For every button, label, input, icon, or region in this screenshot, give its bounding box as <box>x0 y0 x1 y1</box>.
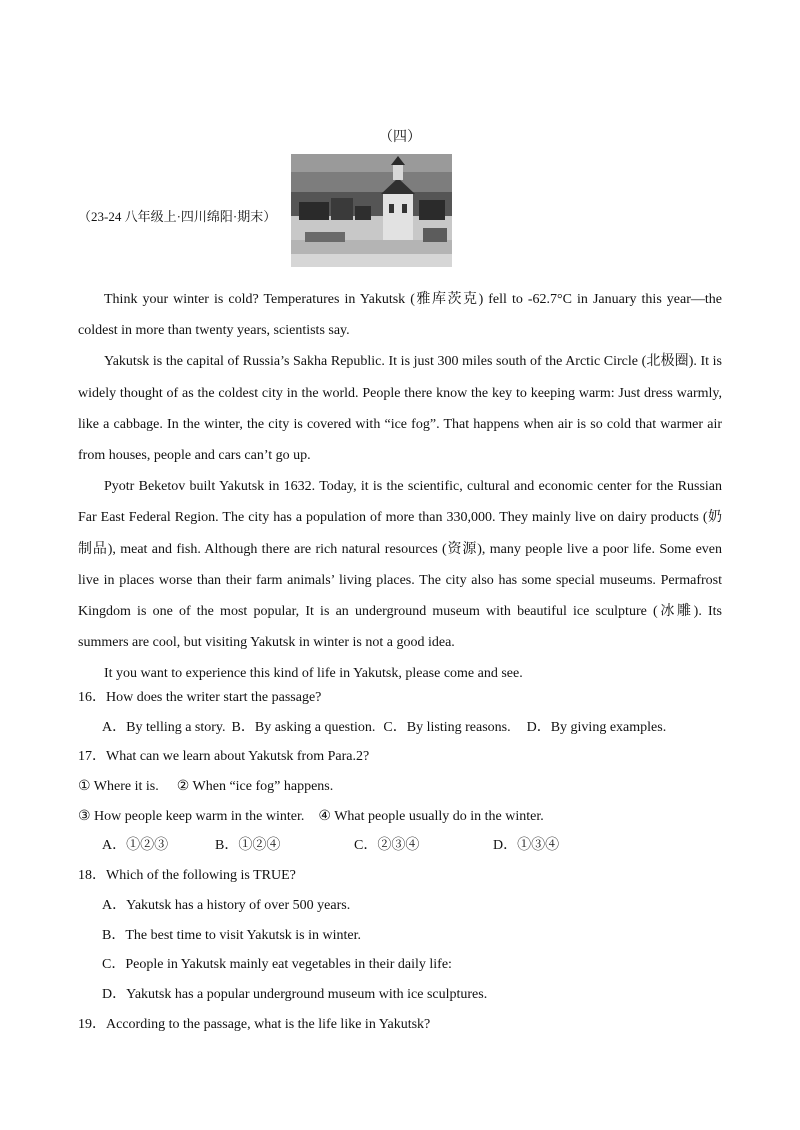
item-17-2: ② When “ice fog” happens. <box>176 779 334 795</box>
passage-paragraph-2: Yakutsk is the capital of Russia’s Sakha Republic. It is just 300 miles south of the Arctic Circle (北极圈). It is widely thought of as the coldest city in the world. People there know the key to keeping warm: Just dress warmly, like a cabbage. In the winter, the city is covered with “ice fog”. That happens when air is so cold that warmer air from houses, people and cars can’t go up. <box>78 354 722 464</box>
question-18-stem: 18．Which of the following is TRUE? <box>78 868 296 884</box>
question-16-options <box>78 713 738 743</box>
question-16-stem: 16．How does the writer start the passage? <box>78 690 322 705</box>
option-18-c: C．People in Yakutsk mainly eat vegetables in their daily life: <box>102 957 452 973</box>
item-17-4: ④ What people usually do in the winter. <box>318 808 544 824</box>
section-title: （四） <box>379 130 421 145</box>
question-list <box>78 683 738 1039</box>
passage-paragraph-4: It you want to experience this kind of life in Yakutsk, please come and see. <box>104 666 523 682</box>
option-16-b: B．By asking a question. <box>231 719 376 735</box>
option-18-b: B．The best time to visit Yakutsk is in winter. <box>102 927 362 943</box>
yakutsk-photo-illustration <box>291 154 452 267</box>
source-note: （23-24 八年级上·四川绵阳·期末） <box>78 209 277 224</box>
option-16-d: D．By giving examples. <box>526 719 667 735</box>
question-19-stem: 19．According to the passage, what is the life like in Yakutsk? <box>78 1016 431 1032</box>
option-16-a: A．By telling a story. <box>102 719 226 735</box>
option-17-a: A．①②③ <box>102 838 169 854</box>
option-17-b: B．①②④ <box>215 838 281 854</box>
option-16-c: C．By listing reasons. <box>383 719 511 735</box>
option-18-a: A．Yakutsk has a history of over 500 years. <box>102 897 351 913</box>
item-17-1: ① Where it is. <box>78 779 159 795</box>
option-17-c: C．②③④ <box>354 838 420 854</box>
reading-passage <box>78 284 722 690</box>
yakutsk-photo <box>291 154 452 267</box>
question-17-options <box>78 831 738 861</box>
question-17-stem: 17．What can we learn about Yakutsk from Para.2? <box>78 749 370 765</box>
passage-paragraph-1: Think your winter is cold? Temperatures in Yakutsk (雅库茨克) fell to -62.7°C in January this year—the coldest in more than twenty years, scientists say. <box>78 292 722 339</box>
option-17-d: D．①③④ <box>493 838 560 854</box>
item-17-3: ③ How people keep warm in the winter. <box>78 808 305 824</box>
passage-paragraph-3: Pyotr Beketov built Yakutsk in 1632. Today, it is the scientific, cultural and economic center for the Russian Far East Federal Region. The city has a population of more than 330,000. They mainly live on dairy products (奶制品), meat and fish. Although there are rich natural resources (资源), many people live a poor life. Some even live in places worse than their farm animals’ living places. The city also has some special museums. Permafrost Kingdom is one of the most popular, It is an underground museum with beautiful ice sculpture (冰雕). Its summers are cool, but visiting Yakutsk in winter is not a good idea. <box>78 479 722 651</box>
question-17-items-2 <box>78 802 738 832</box>
option-18-d: D．Yakutsk has a popular underground museum with ice sculptures. <box>102 986 488 1002</box>
question-17-items-1 <box>78 772 738 802</box>
